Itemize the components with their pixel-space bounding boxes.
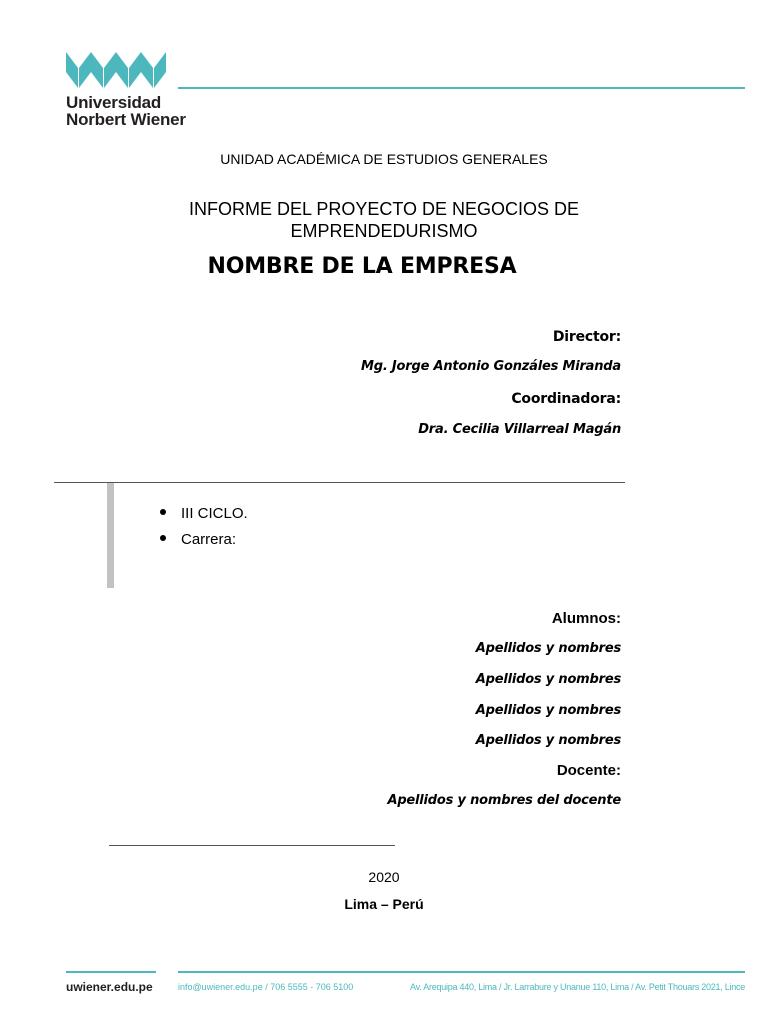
company-name-heading: NOMBRE DE LA EMPRESA <box>207 254 517 279</box>
report-title-line1: INFORME DEL PROYECTO DE NEGOCIOS DE <box>188 199 580 219</box>
bottom-divider <box>109 845 395 846</box>
career-text: Carrera: <box>181 531 237 548</box>
student-name: Apellidos y nombres <box>475 733 621 748</box>
list-item <box>160 505 248 522</box>
footer-contact-info: info@uwiener.edu.pe / 706 5555 - 706 5100 <box>178 982 354 992</box>
student-name: Apellidos y nombres <box>475 672 621 687</box>
university-name-line2: Norbert Wiener <box>66 110 186 129</box>
coordinator-label: Coordinadora: <box>511 391 621 407</box>
teacher-label: Docente: <box>556 762 621 779</box>
side-accent-bar <box>107 483 114 588</box>
footer-website-link[interactable]: uwiener.edu.pe <box>66 980 153 994</box>
footer-rule-right <box>178 971 745 973</box>
coordinator-name: Dra. Cecilia Villarreal Magán <box>418 422 621 437</box>
cycle-text: III CICLO. <box>181 505 248 522</box>
bullet-icon <box>160 509 166 515</box>
academic-unit-title: UNIDAD ACADÉMICA DE ESTUDIOS GENERALES <box>220 151 548 167</box>
wiener-logo-icon <box>66 50 166 90</box>
director-label: Director: <box>552 329 621 345</box>
students-label: Alumnos: <box>551 610 621 627</box>
teacher-name: Apellidos y nombres del docente <box>387 793 621 808</box>
student-name: Apellidos y nombres <box>475 641 621 656</box>
list-item <box>160 531 236 548</box>
section-divider <box>54 482 625 483</box>
bullet-icon <box>160 535 166 541</box>
footer-address-info: Av. Arequipa 440, Lima / Jr. Larrabure y Unanue 110, Lima / Av. Petit Thouars 2021, Lince <box>410 982 745 992</box>
report-title-line2: EMPRENDEDURISMO <box>290 221 478 241</box>
university-name-line1: Universidad <box>66 93 162 112</box>
footer-rule-left <box>66 971 156 973</box>
year-text: 2020 <box>368 869 400 885</box>
director-name: Mg. Jorge Antonio Gonzáles Miranda <box>360 359 621 374</box>
city-text: Lima – Perú <box>344 896 424 912</box>
header-rule <box>178 87 745 89</box>
student-name: Apellidos y nombres <box>475 703 621 718</box>
